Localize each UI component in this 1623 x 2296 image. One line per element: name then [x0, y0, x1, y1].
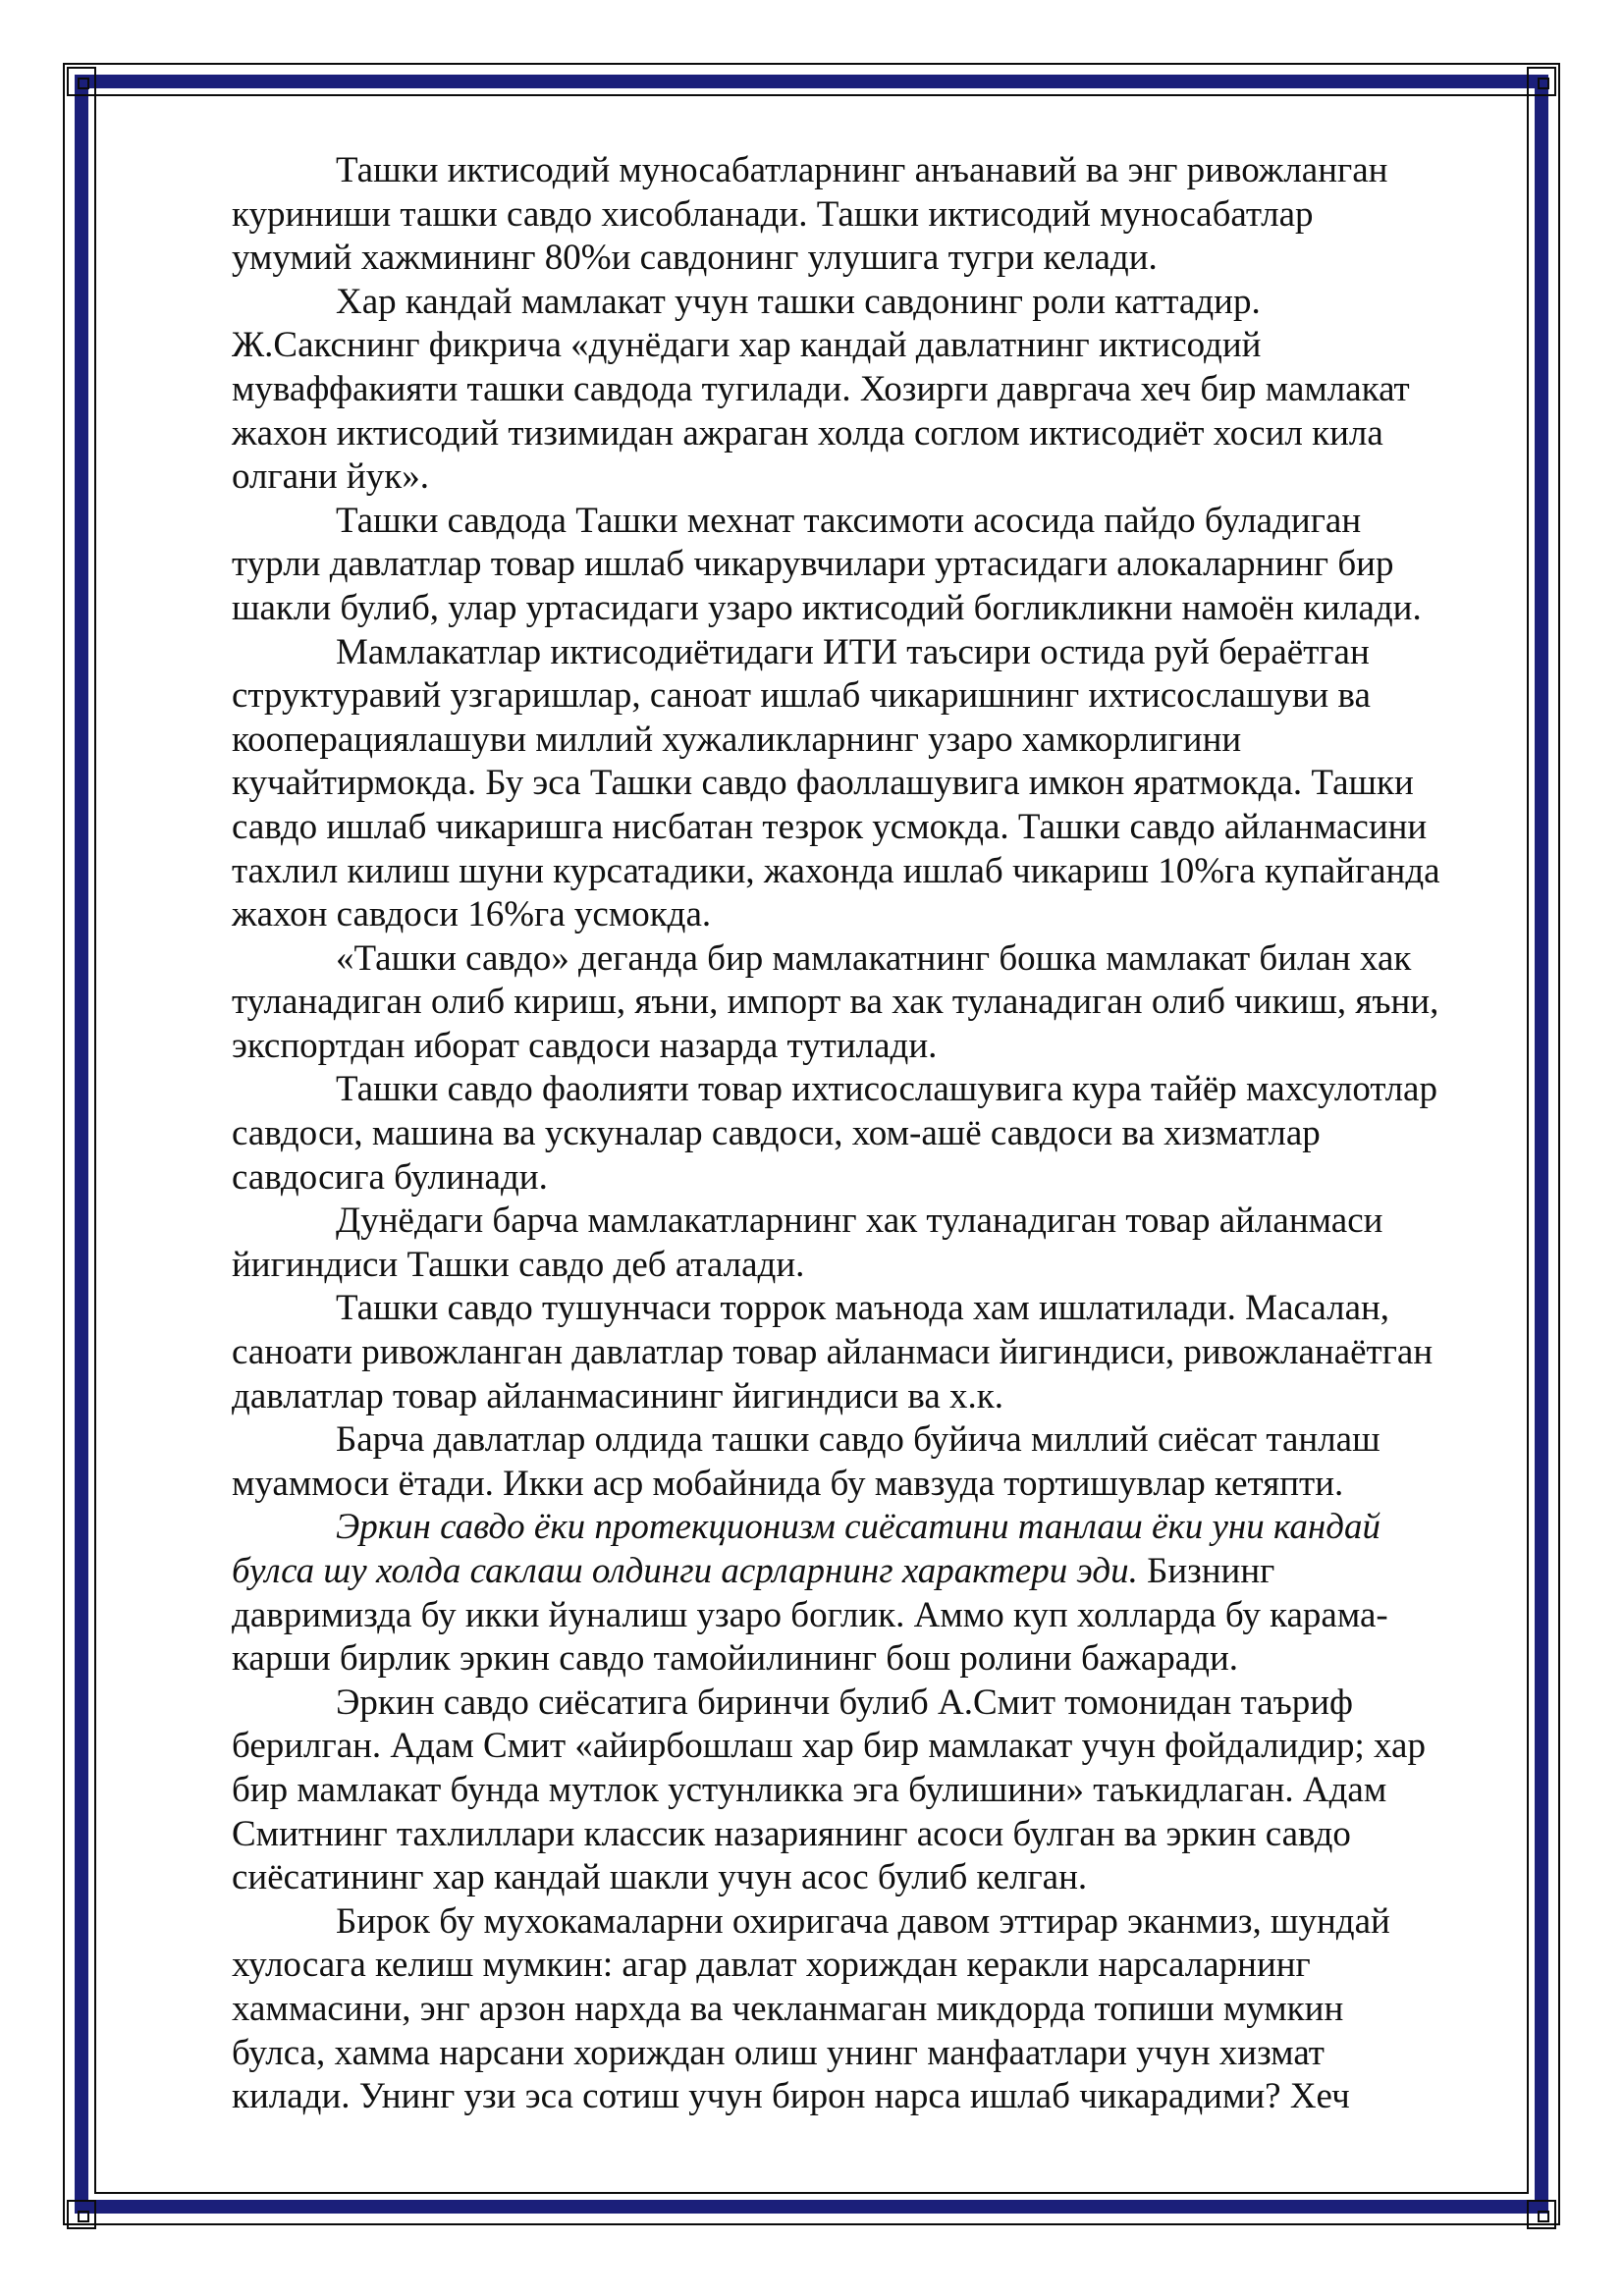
text-line: тахлил килиш шуни курсатадики, жахонда ишлаб чикариш 10%га купайганда: [232, 850, 1440, 891]
text-line: жахон савдоси 16%га усмокда.: [232, 894, 712, 935]
text-line: давлатлар товар айланмасининг йигиндиси ва х.к.: [232, 1375, 1004, 1416]
text-line: хаммасини, энг арзон нархда ва чекланмаган микдорда топиши мумкин: [232, 1988, 1344, 2029]
paragraph: [232, 1200, 1528, 1287]
italic-text-line: Эркин савдо ёки протекционизм сиёсатини танлаш ёки уни кандай: [336, 1507, 1380, 1548]
text-line: саноати ривожланган давлатлар товар айланмаси йигиндиси, ривожланаётган: [232, 1332, 1434, 1373]
text-line: куриниши ташки савдо хисобланади. Ташки иктисодий муносабатлар: [232, 193, 1314, 235]
text-line: килади. Унинг узи эса сотиш учун бирон нарса ишлаб чикарадими? Хеч: [232, 2076, 1350, 2117]
text-line: Бирок бу мухокамаларни охиригача давом эттирар эканмиз, шундай: [336, 1900, 1390, 1942]
corner-ornament-top-left: [67, 67, 96, 96]
text-line: Ташки савдо фаолияти товар ихтисослашувига кура тайёр махсулотлар: [336, 1069, 1437, 1110]
paragraph: [232, 1900, 1528, 2119]
text-line: Мамлакатлар иктисодиётидаги ИТИ таъсири остида руй бераётган: [336, 631, 1370, 672]
text-line: кучайтирмокда. Бу эса Ташки савдо фаоллашувига имкон яратмокда. Ташки: [232, 763, 1414, 804]
text-line: Ташки иктисодий муносабатларнинг анъанавий ва энг ривожланган: [336, 150, 1388, 190]
paragraph: [232, 500, 1528, 631]
text-line: савдоси, машина ва ускуналар савдоси, хом-ашё савдоси ва хизматлар: [232, 1113, 1321, 1154]
paragraph: [232, 281, 1528, 500]
italic-text-line: булса шу холда саклаш олдинги асрларнинг характери эди.: [232, 1551, 1138, 1591]
paragraph: [232, 1068, 1528, 1200]
paragraph: [232, 1506, 1528, 1681]
paragraph: [232, 1682, 1528, 1900]
document-body: [232, 149, 1528, 2119]
text-line: сиёсатининг хар кандай шакли учун асос булиб келган.: [232, 1857, 1088, 1898]
text-line: Хар кандай мамлакат учун ташки савдонинг роли каттадир.: [336, 281, 1261, 322]
text-line: карши бирлик эркин савдо тамойилининг бош ролини бажаради.: [232, 1638, 1239, 1680]
text-line: булса, хамма нарсани хориждан олиш унинг манфаатлари учун хизмат: [232, 2032, 1325, 2073]
text-line: хулосага келиш мумкин: агар давлат хориждан керакли нарсаларнинг: [232, 1945, 1311, 1986]
text-line: кооперациялашуви миллий хужаликларнинг узаро хамкорлигини: [232, 719, 1242, 760]
paragraph: [232, 1418, 1528, 1506]
text-line: умумий хажмининг 80%и савдонинг улушига тугри келади.: [232, 238, 1158, 279]
text-line: бир мамлакат бунда мутлок устунликка эга булишини» таъкидлаган. Адам: [232, 1769, 1387, 1810]
text-line: йигиндиси Ташки савдо деб аталади.: [232, 1244, 805, 1285]
corner-ornament-bottom-right: [1527, 2200, 1556, 2229]
text-line: берилган. Адам Смит «айирбошлаш хар бир мамлакат учун фойдалидир; хар: [232, 1726, 1426, 1767]
text-line: Смитнинг тахлиллари классик назариянинг асоси булган ва эркин савдо: [232, 1813, 1351, 1854]
text-line: Бизнинг: [1137, 1551, 1275, 1591]
text-line: Дунёдаги барча мамлакатларнинг хак туланадиган товар айланмаси: [336, 1201, 1383, 1242]
paragraph: [232, 937, 1528, 1069]
text-line: давримизда бу икки йуналиш узаро боглик. Аммо куп холларда бу карама-: [232, 1594, 1388, 1635]
corner-ornament-bottom-left: [67, 2200, 96, 2229]
text-line: муаммоси ётади. Икки аср мобайнида бу мавзуда тортишувлар кетяпти.: [232, 1463, 1344, 1504]
text-line: «Ташки савдо» деганда бир мамлакатнинг бошка мамлакат билан хак: [336, 937, 1412, 979]
paragraph: [232, 1287, 1528, 1418]
text-line: структуравий узгаришлар, саноат ишлаб чикаришнинг ихтисослашуви ва: [232, 675, 1371, 717]
text-line: савдо ишлаб чикаришга нисбатан тезрок усмокда. Ташки савдо айланмасини: [232, 806, 1428, 847]
text-line: Эркин савдо сиёсатига биринчи булиб А.Смит томонидан таъриф: [336, 1682, 1354, 1723]
text-line: Ташки савдо тушунчаси торрок маънода хам ишлатилади. Масалан,: [336, 1288, 1390, 1329]
paragraph: [232, 631, 1528, 937]
text-line: Барча давлатлар олдида ташки савдо буйича миллий сиёсат танлаш: [336, 1419, 1380, 1461]
paragraph: [232, 149, 1528, 281]
text-line: туланадиган олиб кириш, яъни, импорт ва хак туланадиган олиб чикиш, яъни,: [232, 982, 1439, 1023]
text-line: Ж.Сакснинг фикрича «дунёдаги хар кандай давлатнинг иктисодий: [232, 325, 1262, 366]
text-line: савдосига булинади.: [232, 1156, 548, 1198]
text-line: турли давлатлар товар ишлаб чикарувчилари уртасидаги алокаларнинг бир: [232, 544, 1394, 585]
text-line: Ташки савдода Ташки мехнат таксимоти асосида пайдо буладиган: [336, 500, 1362, 541]
text-line: олгани йук».: [232, 456, 429, 498]
corner-ornament-top-right: [1527, 67, 1556, 96]
text-line: экспортдан иборат савдоси назарда тутилади.: [232, 1025, 938, 1066]
text-line: шакли булиб, улар уртасидаги узаро иктисодий богликликни намоён килади.: [232, 587, 1422, 628]
text-line: жахон иктисодий тизимидан ажраган холда соглом иктисодиёт хосил кила: [232, 412, 1383, 454]
text-line: муваффакияти ташки савдода тугилади. Хозирги давргача хеч бир мамлакат: [232, 368, 1410, 409]
